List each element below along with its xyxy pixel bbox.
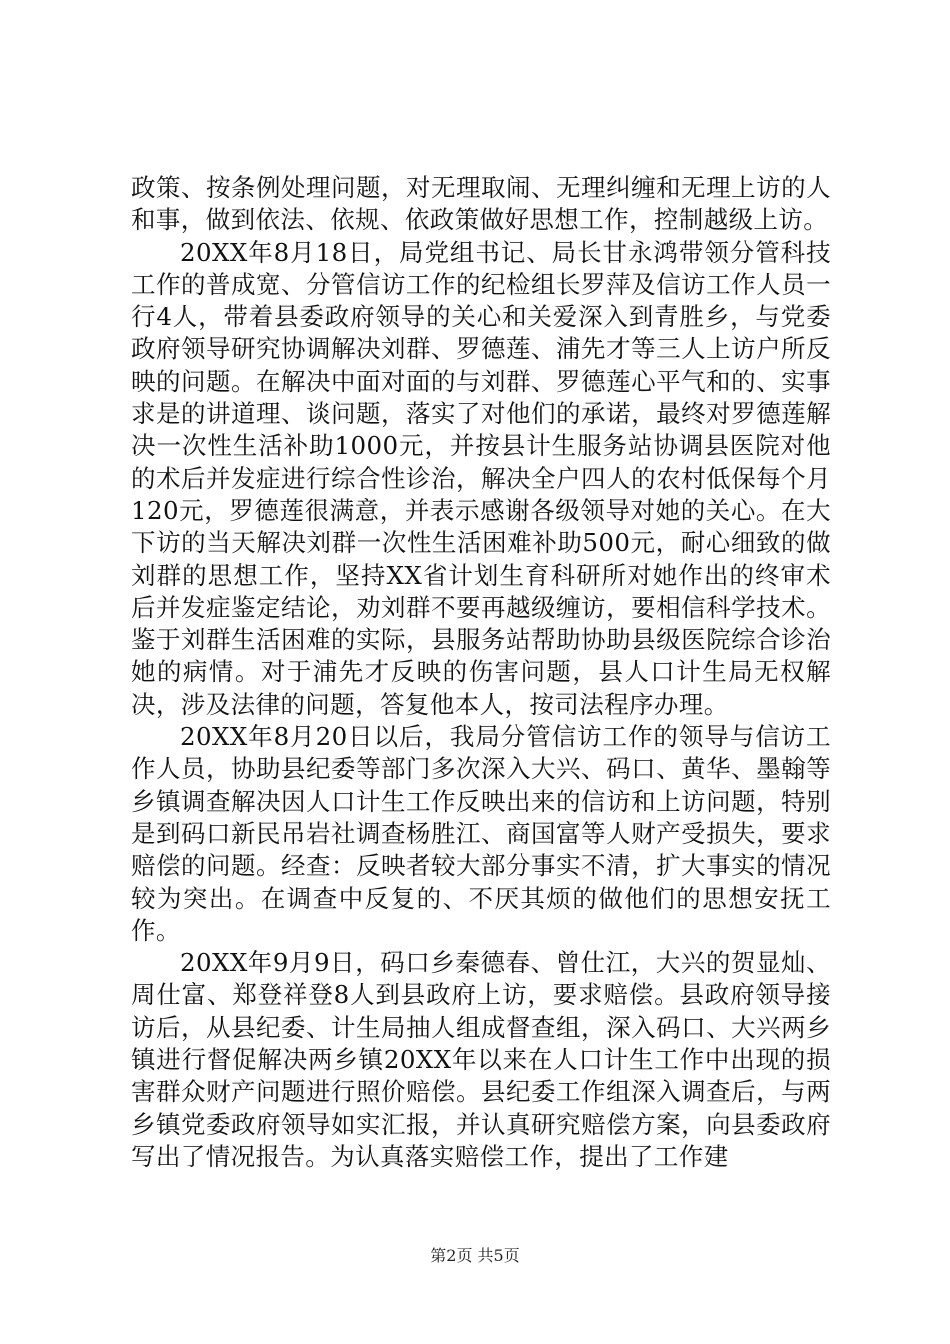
paragraph-3: 20XX年8月20日以后，我局分管信访工作的领导与信访工作人员，协助县纪委等部门多次深入大兴、码口、黄华、墨翰等乡镇调查解决因人口计生工作反映出来的信访和上访问题，特别是到码口新民吊岩社调查杨胜江、商国富等人财产受损失，要求赔偿的问题。经查：反映者较大部分事实不清，扩大事实的情况较为突出。在调查中反复的、不厌其烦的做他们的思想安抚工作。	[131, 722, 831, 945]
page-number: 第2页 共5页	[430, 1246, 520, 1265]
paragraph-2: 20XX年8月18日，局党组书记、局长甘永鸿带领分管科技工作的普成宽、分管信访工作的纪检组长罗萍及信访工作人员一行4人，带着县委政府领导的关心和关爱深入到青胜乡，与党委政府领导研究协调解决刘群、罗德莲、浦先才等三人上访户所反映的问题。在解决中面对面的与刘群、罗德莲心平气和的、实事求是的讲道理、谈问题，落实了对他们的承诺，最终对罗德莲解决一次性生活补助1000元，并按县计生服务站协调县医院对他的术后并发症进行综合性诊治，解决全户四人的农村低保每个月120元，罗德莲很满意，并表示感谢各级领导对她的关心。在大下访的当天解决刘群一次性生活困难补助500元，耐心细致的做刘群的思想工作，坚持XX省计划生育科研所对她作出的终审术后并发症鉴定结论，劝刘群不要再越级缠访，要相信科学技术。鉴于刘群生活困难的实际，县服务站帮助协助县级医院综合诊治她的病情。对于浦先才反映的伤害问题，县人口计生局无权解决，涉及法律的问题，答复他本人，按司法程序办理。	[131, 237, 831, 719]
document-body	[131, 172, 831, 1173]
paragraph-1: 政策、按条例处理问题，对无理取闹、无理纠缠和无理上访的人和事，做到依法、依规、依政策做好思想工作，控制越级上访。	[131, 173, 831, 235]
paragraph-4: 20XX年9月9日，码口乡秦德春、曾仕江，大兴的贺显灿、周仕富、郑登祥登8人到县政府上访，要求赔偿。县政府领导接访后，从县纪委、计生局抽人组成督查组，深入码口、大兴两乡镇进行督促解决两乡镇20XX年以来在人口计生工作中出现的损害群众财产问题进行照价赔偿。县纪委工作组深入调查后，与两乡镇党委政府领导如实汇报，并认真研究赔偿方案，向县委政府写出了情况报告。为认真落实赔偿工作，提出了工作建	[131, 948, 831, 1171]
